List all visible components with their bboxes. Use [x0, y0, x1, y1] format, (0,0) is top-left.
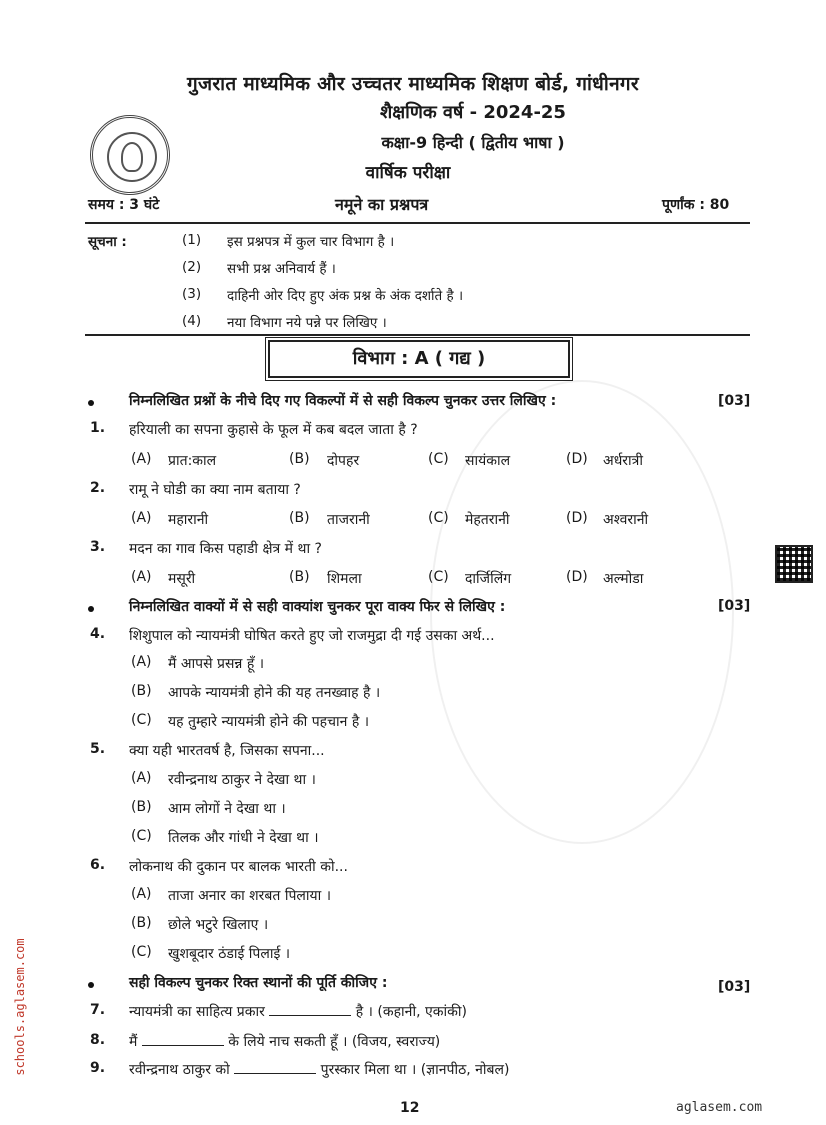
option-text: तिलक और गांधी ने देखा था ।: [168, 830, 319, 846]
option-key: (A): [131, 654, 152, 670]
instruction-text: नया विभाग नये पन्ने पर लिखिए ।: [227, 315, 387, 331]
instruction-text: सभी प्रश्न अनिवार्य हैं ।: [227, 261, 336, 277]
question-text-pre: न्यायमंत्री का साहित्य प्रकार: [129, 1004, 265, 1020]
group-instruction: निम्नलिखित प्रश्नों के नीचे दिए गए विकल्पों में से सही विकल्प चुनकर उत्तर लिखिए :: [129, 393, 557, 409]
question-number: 5.: [90, 741, 106, 757]
question-text: शिशुपाल को न्यायमंत्री घोषित करते हुए जो राजमुद्रा दी गई उसका अर्थ...: [129, 628, 495, 644]
option-key: (C): [131, 828, 152, 844]
instructions-label: सूचना :: [88, 234, 127, 250]
instruction-text: इस प्रश्नपत्र में कुल चार विभाग है ।: [227, 234, 395, 250]
option-key: (B): [131, 683, 152, 699]
instruction-num: (1): [182, 232, 202, 248]
exam-time: समय : 3 घंटे: [88, 197, 160, 213]
option-text: मैं आपसे प्रसन्न हूँ ।: [168, 656, 265, 672]
site-watermark: aglasem.com: [676, 1100, 763, 1115]
option-key: (A): [131, 770, 152, 786]
option-key: (B): [131, 799, 152, 815]
option-text: ताजा अनार का शरबत पिलाया ।: [168, 888, 332, 904]
option-key: (A): [131, 886, 152, 902]
question-number: 8.: [90, 1032, 106, 1048]
fill-blank-question: [129, 1032, 440, 1051]
question-number: 2.: [90, 480, 106, 496]
question-text: क्या यही भारतवर्ष है, जिसका सपना...: [129, 743, 325, 759]
group-marks: [03]: [718, 979, 751, 995]
option-text: दार्जिलिंग: [465, 571, 512, 587]
option-text: अश्वरानी: [603, 512, 649, 528]
group-instruction: सही विकल्प चुनकर रिक्त स्थानों की पूर्ति कीजिए :: [129, 975, 388, 991]
option-text: छोले भटुरे खिलाए ।: [168, 917, 269, 933]
option-text: दोपहर: [327, 453, 360, 469]
question-text: रामू ने घोडी का क्या नाम बताया ?: [129, 482, 301, 498]
instruction-num: (3): [182, 286, 202, 302]
option-text: महारानी: [168, 512, 209, 528]
instruction-num: (4): [182, 313, 202, 329]
question-text: मदन का गाव किस पहाडी क्षेत्र में था ?: [129, 541, 322, 557]
instruction-num: (2): [182, 259, 202, 275]
question-number: 9.: [90, 1060, 106, 1076]
group-instruction: निम्नलिखित वाक्यों में से सही वाक्यांश चुनकर पूरा वाक्य फिर से लिखिए :: [129, 599, 506, 615]
class-subject: कक्षा-9 हिन्दी ( द्वितीय भाषा ): [381, 133, 565, 152]
option-key: (D): [566, 451, 588, 467]
board-seal-logo: [90, 115, 170, 195]
option-key: (B): [131, 915, 152, 931]
fill-blank-question: [129, 1002, 467, 1021]
divider-instructions: [85, 334, 750, 336]
option-text: अर्धरात्री: [603, 453, 644, 469]
option-key: (D): [566, 510, 588, 526]
question-number: 6.: [90, 857, 106, 873]
bullet: [88, 982, 94, 988]
option-text: मेहतरानी: [465, 512, 510, 528]
board-title: गुजरात माध्यमिक और उच्चतर माध्यमिक शिक्षण बोर्ड, गांधीनगर: [186, 73, 639, 95]
option-text: ताजरानी: [327, 512, 370, 528]
instruction-text: दाहिनी ओर दिए हुए अंक प्रश्न के अंक दर्शाते है ।: [227, 288, 464, 304]
option-key: (B): [289, 451, 310, 467]
option-key: (B): [289, 569, 310, 585]
option-text: सायंकाल: [465, 453, 511, 469]
group-marks: [03]: [718, 393, 751, 409]
option-text: रवीन्द्रनाथ ठाकुर ने देखा था ।: [168, 772, 316, 788]
option-text: यह तुम्हारे न्यायमंत्री होने की पहचान है ।: [168, 714, 370, 730]
option-text: आपके न्यायमंत्री होने की यह तनख्वाह है ।: [168, 685, 381, 701]
option-key: (C): [428, 451, 449, 467]
divider-top: [85, 222, 750, 224]
question-text: लोकनाथ की दुकान पर बालक भारती को...: [129, 859, 348, 875]
fill-blank-question: [129, 1060, 509, 1079]
question-text-pre: मैं: [129, 1034, 138, 1050]
question-text-post: के लिये नाच सकती हूँ । (विजय, स्वराज्य): [228, 1034, 441, 1050]
answer-blank[interactable]: [234, 1073, 316, 1074]
qr-code-icon[interactable]: [775, 545, 813, 583]
page-number: 12: [400, 1100, 420, 1116]
option-key: (B): [289, 510, 310, 526]
section-title: विभाग : A ( गद्य ): [268, 340, 570, 378]
option-text: अल्मोडा: [603, 571, 644, 587]
question-text: हरियाली का सपना कुहासे के फूल में कब बदल जाता है ?: [129, 422, 418, 438]
option-key: (A): [131, 569, 152, 585]
side-watermark: schools.aglasem.com: [13, 938, 27, 1076]
exam-name: वार्षिक परीक्षा: [365, 163, 451, 183]
option-text: खुशबूदार ठंडाई पिलाई ।: [168, 946, 291, 962]
option-key: (A): [131, 451, 152, 467]
answer-blank[interactable]: [142, 1045, 224, 1046]
paper-type: नमूने का प्रश्नपत्र: [335, 195, 429, 214]
option-key: (C): [428, 510, 449, 526]
bullet: [88, 400, 94, 406]
option-text: प्रात:काल: [168, 453, 217, 469]
question-text-post: है । (कहानी, एकांकी): [355, 1004, 467, 1020]
option-key: (C): [428, 569, 449, 585]
option-text: शिमला: [327, 571, 362, 587]
option-key: (C): [131, 944, 152, 960]
question-text-post: पुरस्कार मिला था । (ज्ञानपीठ, नोबल): [320, 1062, 510, 1078]
question-number: 7.: [90, 1002, 106, 1018]
option-text: मसूरी: [168, 571, 196, 587]
group-marks: [03]: [718, 598, 751, 614]
option-key: (C): [131, 712, 152, 728]
bullet: [88, 606, 94, 612]
answer-blank[interactable]: [269, 1015, 351, 1016]
question-number: 4.: [90, 626, 106, 642]
question-number: 1.: [90, 420, 106, 436]
total-marks: पूर्णांक : 80: [662, 197, 730, 213]
question-number: 3.: [90, 539, 106, 555]
question-text-pre: रवीन्द्रनाथ ठाकुर को: [129, 1062, 230, 1078]
option-key: (D): [566, 569, 588, 585]
option-text: आम लोगों ने देखा था ।: [168, 801, 286, 817]
option-key: (A): [131, 510, 152, 526]
academic-year: शैक्षणिक वर्ष - 2024-25: [380, 102, 566, 123]
